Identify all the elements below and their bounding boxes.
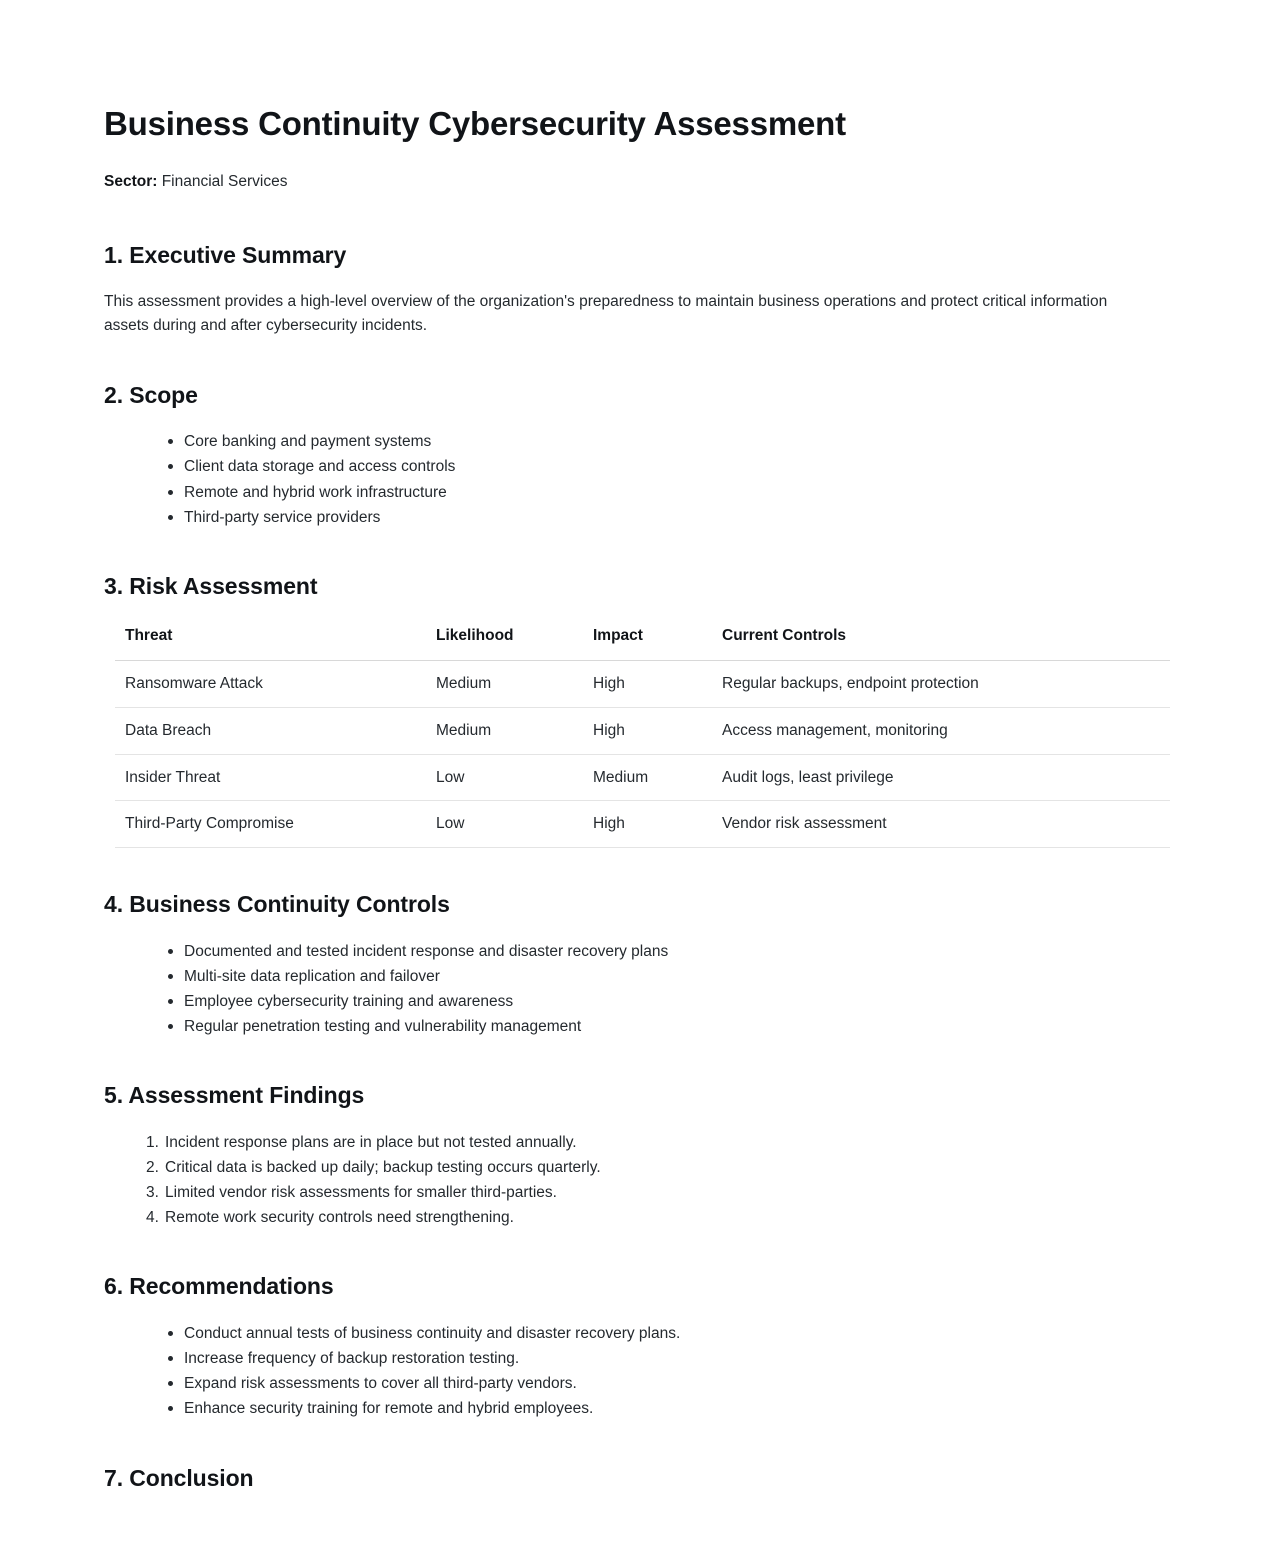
list-item: Core banking and payment systems (168, 429, 1163, 454)
section-risk-assessment (104, 572, 1163, 848)
section-assessment-findings (104, 1081, 1163, 1230)
section-scope (104, 381, 1163, 530)
table-row (115, 707, 1170, 754)
column-header-likelihood: Likelihood (426, 621, 583, 661)
section-heading-conclusion: 7. Conclusion (104, 1464, 254, 1491)
list-item: Conduct annual tests of business continuity and disaster recovery plans. (168, 1321, 1163, 1346)
table-header-row (115, 621, 1170, 661)
list-item: Remote work security controls need strengthening. (165, 1209, 514, 1227)
cell-threat: Third-Party Compromise (115, 801, 426, 848)
list-item: Limited vendor risk assessments for smaller third-parties. (165, 1184, 557, 1202)
cell-impact: High (583, 801, 712, 848)
sector-label: Sector: (104, 172, 158, 190)
cell-controls: Regular backups, endpoint protection (712, 661, 1170, 708)
recommendations-list (104, 1321, 1163, 1421)
cell-impact: Medium (583, 754, 712, 801)
risk-assessment-table (115, 621, 1170, 848)
table-row (115, 754, 1170, 801)
cell-controls: Access management, monitoring (712, 707, 1170, 754)
list-item: Regular penetration testing and vulnerability management (168, 1014, 1163, 1039)
section-heading-continuity-controls: 4. Business Continuity Controls (104, 890, 450, 917)
cell-likelihood: Low (426, 754, 583, 801)
cell-impact: High (583, 707, 712, 754)
column-header-threat: Threat (115, 621, 426, 661)
column-header-controls: Current Controls (712, 621, 1170, 661)
section-heading-recommendations: 6. Recommendations (104, 1273, 334, 1300)
table-row (115, 661, 1170, 708)
section-continuity-controls (104, 890, 1163, 1039)
section-heading-executive-summary: 1. Executive Summary (104, 241, 347, 268)
section-conclusion (104, 1464, 1163, 1493)
list-item: Employee cybersecurity training and awareness (168, 989, 1163, 1014)
list-item: Remote and hybrid work infrastructure (168, 480, 1163, 505)
section-executive-summary (104, 241, 1163, 339)
cell-threat: Insider Threat (115, 754, 426, 801)
section-heading-scope: 2. Scope (104, 381, 198, 408)
list-item: Incident response plans are in place but not tested annually. (165, 1133, 577, 1151)
sector-value: Financial Services (157, 172, 288, 190)
column-header-impact: Impact (583, 621, 712, 661)
cell-impact: High (583, 661, 712, 708)
cell-likelihood: Low (426, 801, 583, 848)
cell-likelihood: Medium (426, 661, 583, 708)
cell-controls: Vendor risk assessment (712, 801, 1170, 848)
cell-threat: Data Breach (115, 707, 426, 754)
list-item: Critical data is backed up daily; backup testing occurs quarterly. (165, 1158, 601, 1176)
cell-threat: Ransomware Attack (115, 661, 426, 708)
scope-list (104, 429, 1163, 529)
list-item: Client data storage and access controls (168, 454, 1163, 479)
assessment-findings-list (104, 1130, 1163, 1230)
list-item: Multi-site data replication and failover (168, 964, 1163, 989)
list-item: Expand risk assessments to cover all third-party vendors. (168, 1371, 1163, 1396)
page-title: Business Continuity Cybersecurity Assessment (104, 105, 846, 142)
section-heading-risk-assessment: 3. Risk Assessment (104, 572, 318, 599)
list-item: Documented and tested incident response and disaster recovery plans (168, 939, 1163, 964)
section-recommendations (104, 1272, 1163, 1421)
sector-meta (104, 170, 1163, 193)
list-item: Third-party service providers (168, 505, 1163, 530)
continuity-controls-list (104, 939, 1163, 1039)
section-heading-assessment-findings: 5. Assessment Findings (104, 1082, 365, 1109)
cell-likelihood: Medium (426, 707, 583, 754)
table-row (115, 801, 1170, 848)
list-item: Enhance security training for remote and hybrid employees. (168, 1396, 1163, 1421)
executive-summary-paragraph: This assessment provides a high-level overview of the organization's preparedness to maintain business operations and protect critical information assets during and after cybersecurity incidents. (104, 292, 1108, 335)
list-item: Increase frequency of backup restoration testing. (168, 1346, 1163, 1371)
cell-controls: Audit logs, least privilege (712, 754, 1170, 801)
